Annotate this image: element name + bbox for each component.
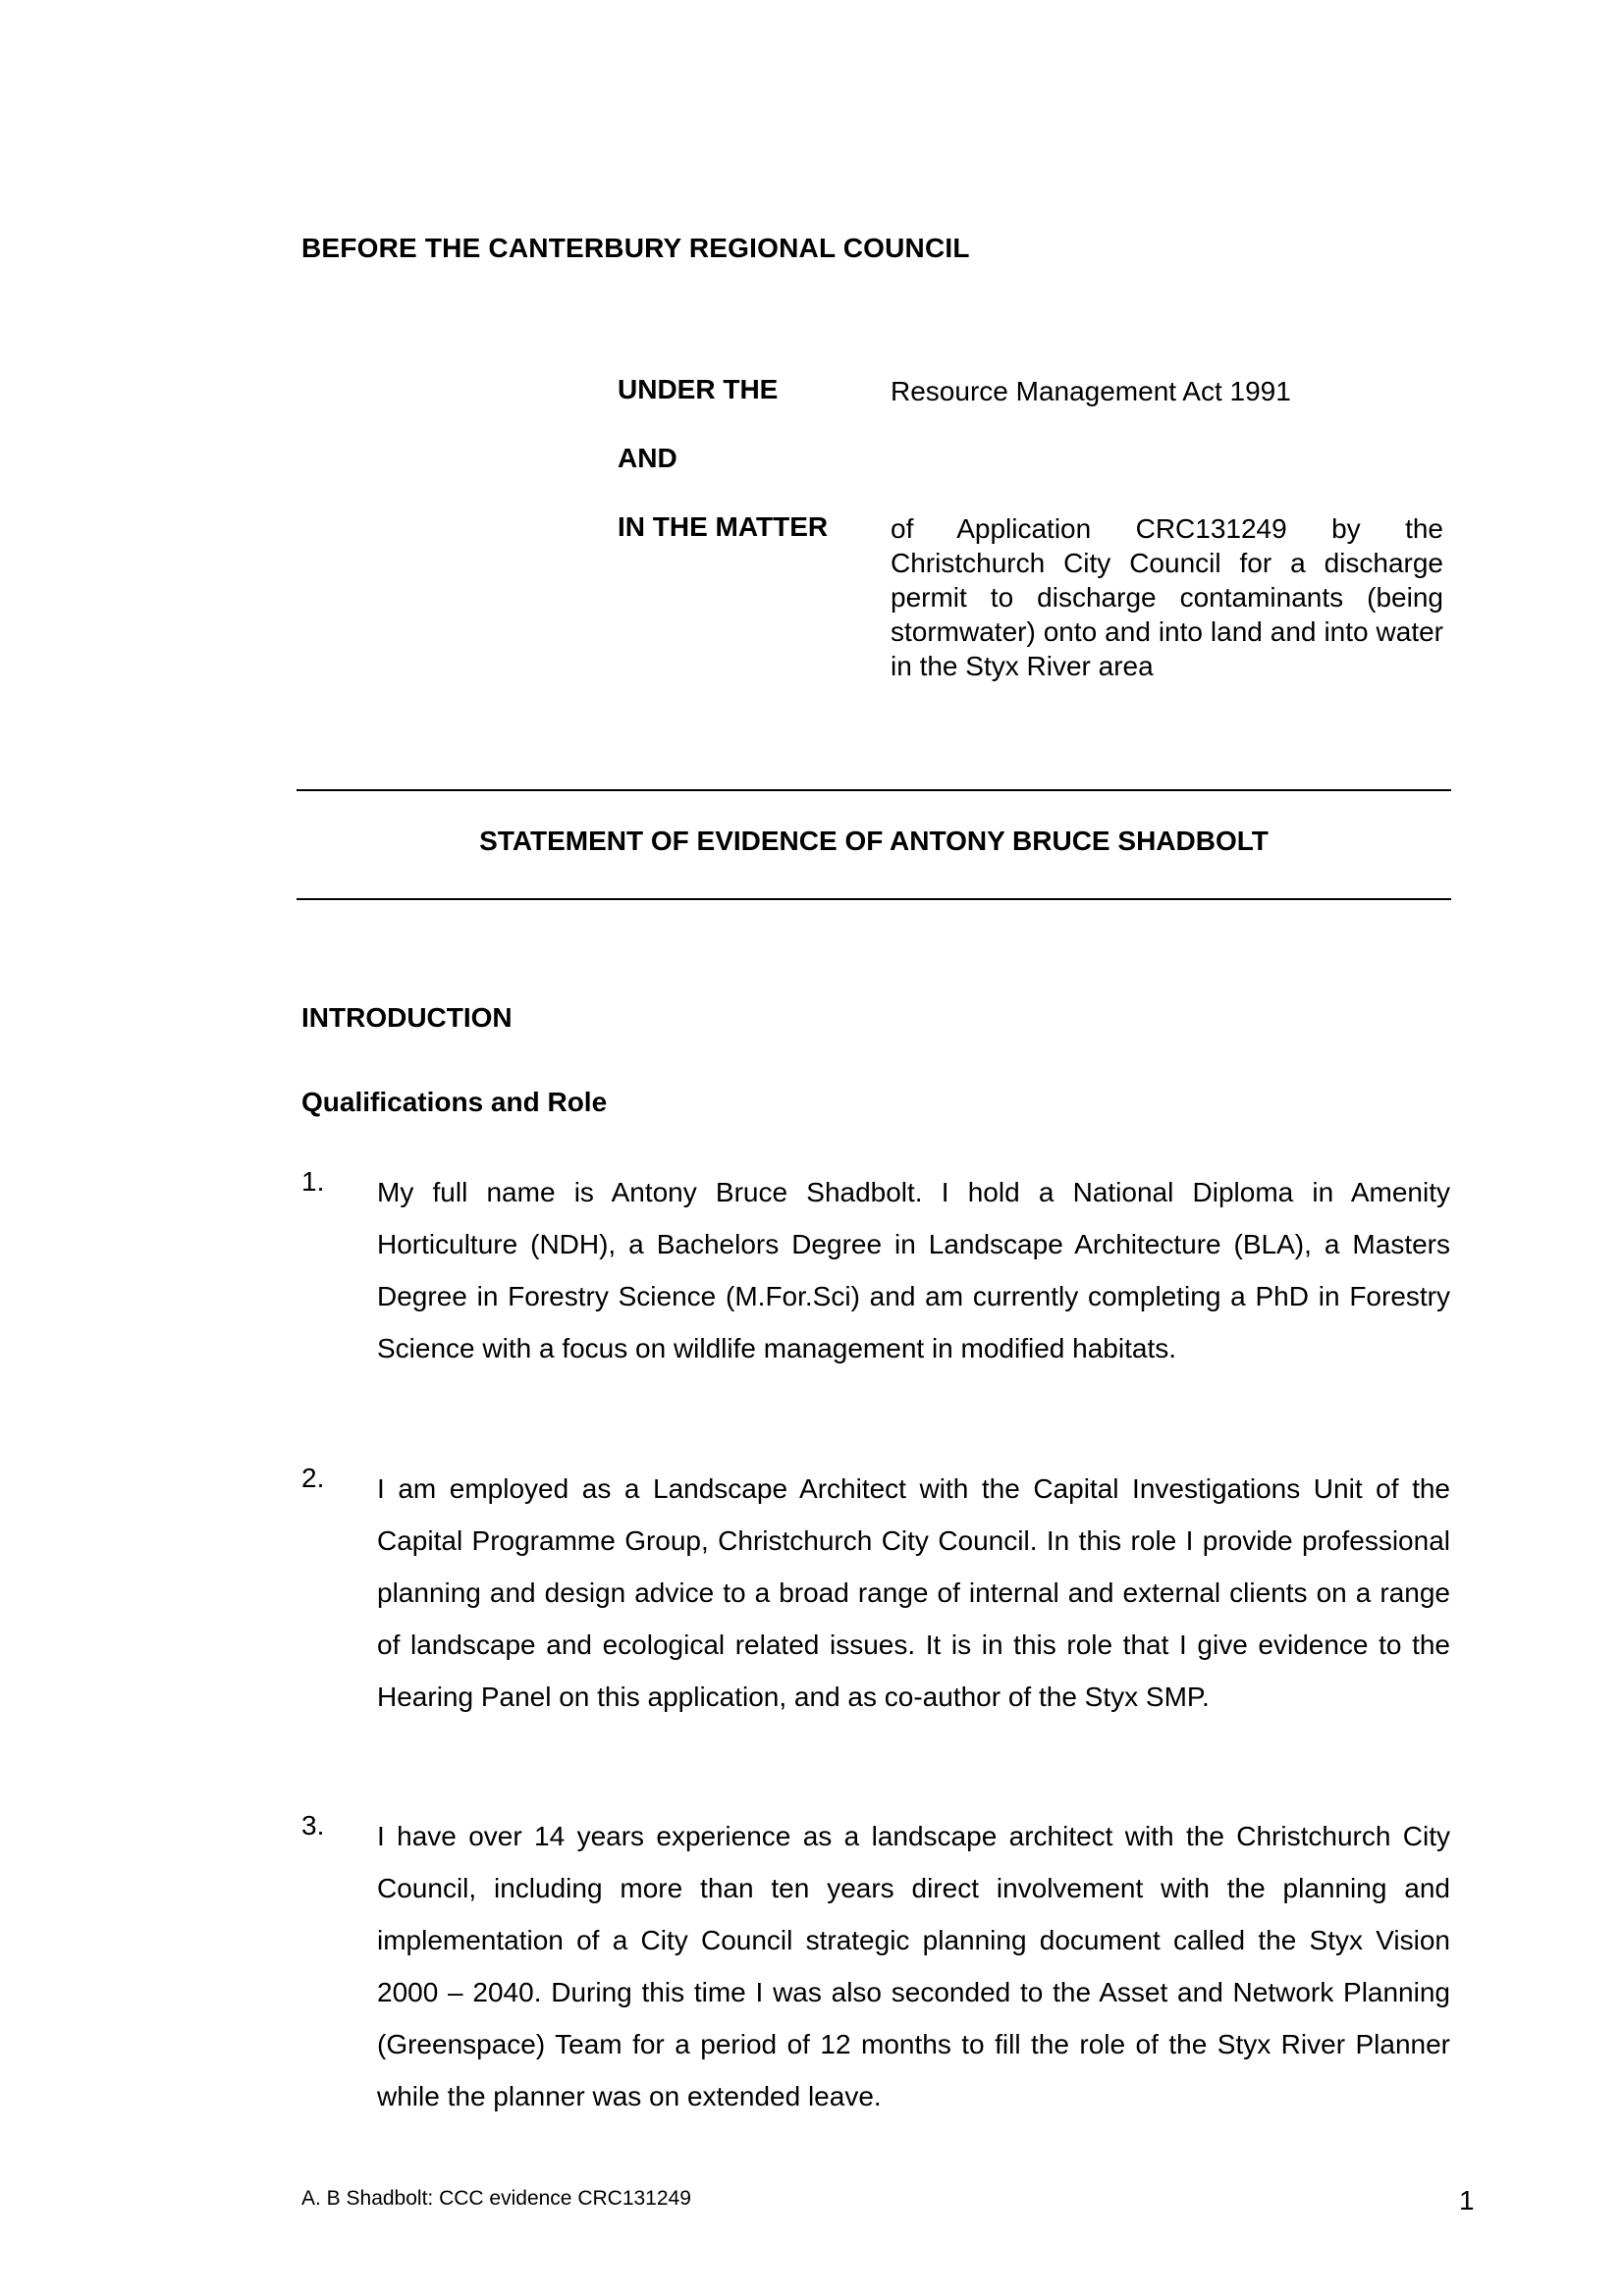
matter-value: Resource Management Act 1991 [891, 376, 1291, 406]
page-number: 1 [1459, 2185, 1475, 2216]
paragraph-number: 1. [301, 1166, 325, 1197]
statement-title: STATEMENT OF EVIDENCE OF ANTONY BRUCE SHADBOLT [479, 826, 1269, 856]
court-heading: BEFORE THE CANTERBURY REGIONAL COUNCIL [301, 233, 970, 263]
matter-label: UNDER THE [618, 374, 779, 404]
matter-value: of Application CRC131249 by the Christchurch City Council for a discharge permit to discharge contaminants (being stormwater) onto and into land and into water in the Styx River area [891, 513, 1443, 681]
matter-label: AND [618, 443, 677, 473]
paragraph-text: My full name is Antony Bruce Shadbolt. I hold a National Diploma in Amenity Horticulture (NDH), a Bachelors Degree in Landscape Architecture (BLA), a Masters Degree in Forestry Science (M.For.Sci) and am currently completing a PhD in Forestry Science with a focus on wildlife management in modified habitats. [377, 1177, 1450, 1363]
footer-text: A. B Shadbolt: CCC evidence CRC131249 [301, 2187, 691, 2210]
title-top-rule [297, 789, 1451, 791]
section-heading: INTRODUCTION [301, 1002, 513, 1033]
title-bottom-rule [297, 898, 1451, 900]
paragraph-number: 3. [301, 1810, 325, 1841]
paragraph-text: I have over 14 years experience as a landscape architect with the Christchurch City Council, including more than ten years direct involvement with the planning and implementation of a City Council strategic planning document called the Styx Vision 2000 – 2040. During this time I was also seconded to the Asset and Network Planning (Greenspace) Team for a period of 12 months to fill the role of the Styx River Planner while the planner was on extended leave. [377, 1821, 1450, 2111]
sub-heading: Qualifications and Role [301, 1087, 608, 1117]
matter-label: IN THE MATTER [618, 511, 829, 542]
paragraph-number: 2. [301, 1463, 325, 1493]
paragraph-text: I am employed as a Landscape Architect with the Capital Investigations Unit of the Capital Programme Group, Christchurch City Council. In this role I provide professional planning and design advice to a broad range of internal and external clients on a range of landscape and ecological related issues. It is in this role that I give evidence to the Hearing Panel on this application, and as co-author of the Styx SMP. [377, 1473, 1450, 1712]
